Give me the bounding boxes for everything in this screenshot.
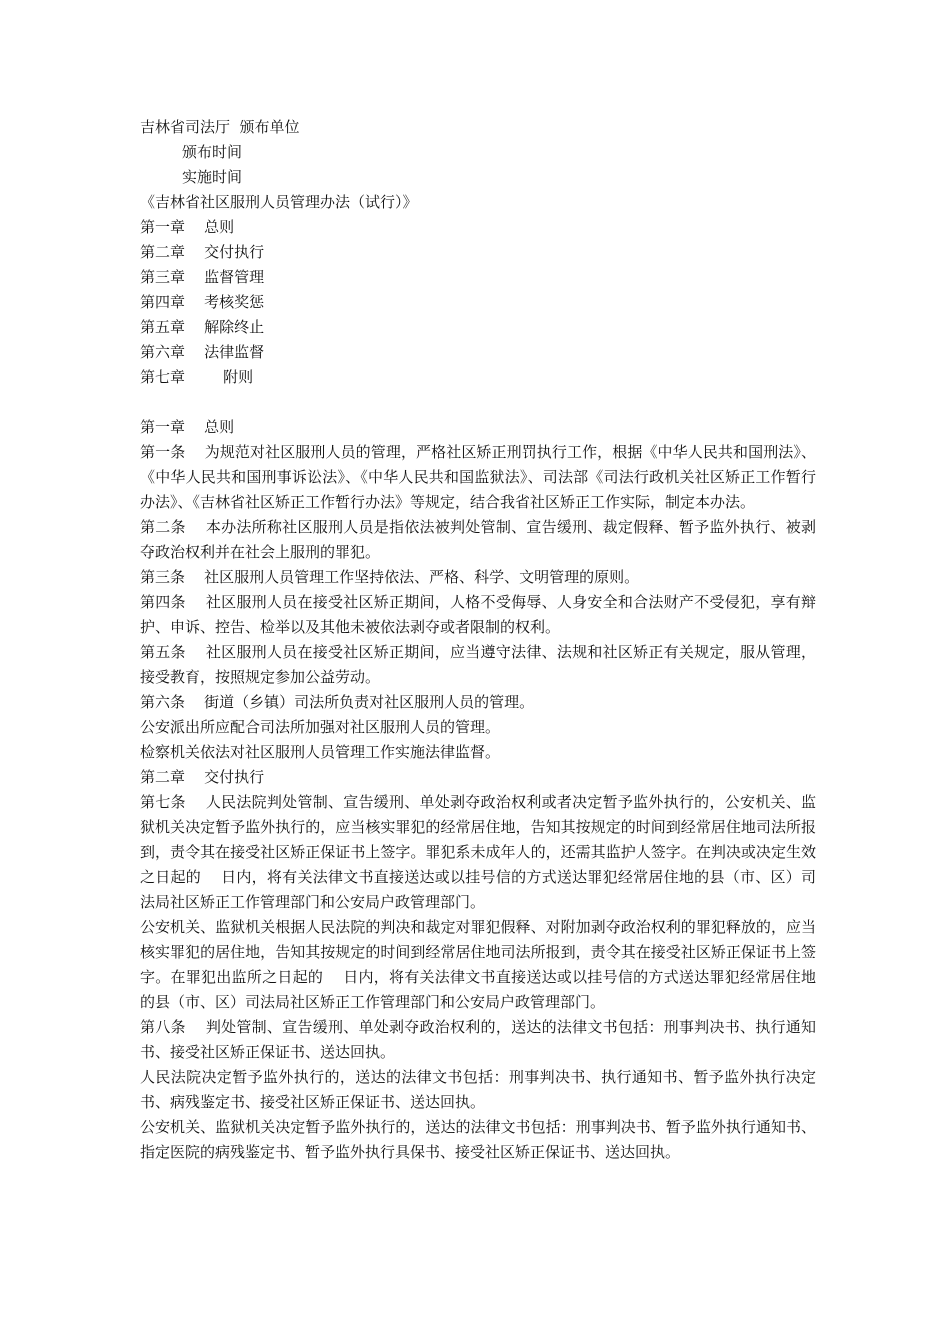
toc-item: 第五章 解除终止 (140, 318, 265, 336)
effective-date-label: 实施时间 (182, 168, 243, 186)
article-paragraph: 人民法院决定暂予监外执行的，送达的法律文书包括：刑事判决书、执行通知书、暂予监外执行决定书、病残鉴定书、接受社区矫正保证书、送达回执。 (140, 1068, 816, 1111)
article-paragraph: 第二条 本办法所称社区服刑人员是指依法被判处管制、宣告缓刑、裁定假释、暂予监外执行、被剥夺政治权利并在社会上服刑的罪犯。 (140, 518, 816, 561)
toc-item: 第二章 交付执行 (140, 243, 265, 261)
spacer (140, 390, 816, 415)
toc-item: 第七章 附则 (140, 368, 254, 386)
article-paragraph: 第一条 为规范对社区服刑人员的管理，严格社区矫正刑罚执行工作，根据《中华人民共和国刑法》、《中华人民共和国刑事诉讼法》、《中华人民共和国监狱法》、司法部《司法行政机关社区矫正工作暂行办法》、《吉林省社区矫正工作暂行办法》等规定，结合我省社区矫正工作实际，制定本办法。 (140, 443, 816, 511)
toc-item: 第六章 法律监督 (140, 343, 265, 361)
article-paragraph: 第四条 社区服刑人员在接受社区矫正期间，人格不受侮辱、人身安全和合法财产不受侵犯，享有辩护、申诉、控告、检举以及其他未被依法剥夺或者限制的权利。 (140, 593, 816, 636)
table-of-contents (140, 215, 816, 390)
article-paragraph: 第三条 社区服刑人员管理工作坚持依法、严格、科学、文明管理的原则。 (140, 568, 640, 586)
issuer-line: 吉林省司法厅 颁布单位 (140, 118, 300, 136)
issue-date-label: 颁布时间 (182, 143, 243, 161)
chapter-heading: 第一章 总则 (140, 418, 235, 436)
article-paragraph: 第六条 街道（乡镇）司法所负责对社区服刑人员的管理。 (140, 693, 535, 711)
document-title: 《吉林省社区服刑人员管理办法（试行）》 (140, 193, 418, 211)
article-paragraph: 第八条 判处管制、宣告缓刑、单处剥夺政治权利的，送达的法律文书包括：刑事判决书、执行通知书、接受社区矫正保证书、送达回执。 (140, 1018, 816, 1061)
toc-item: 第一章 总则 (140, 218, 235, 236)
toc-item: 第三章 监督管理 (140, 268, 265, 286)
article-paragraph: 公安派出所应配合司法所加强对社区服刑人员的管理。 (140, 718, 501, 736)
article-paragraph: 公安机关、监狱机关根据人民法院的判决和裁定对罪犯假释、对附加剥夺政治权利的罪犯释放的，应当核实罪犯的居住地，告知其按规定的时间到经常居住地司法所报到，责令其在接受社区矫正保证书上签字。在罪犯出监所之日起的 日内，将有关法律文书直接送达或以挂号信的方式送达罪犯经常居住地的县（市、区）司法局社区矫正工作管理部门和公安局户政管理部门。 (140, 918, 816, 1011)
article-paragraph: 第七条 人民法院判处管制、宣告缓刑、单处剥夺政治权利或者决定暂予监外执行的，公安机关、监狱机关决定暂予监外执行的，应当核实罪犯的经常居住地，告知其按规定的时间到经常居住地司法所报到，责令其在接受社区矫正保证书上签字。罪犯系未成年人的，还需其监护人签字。在判决或决定生效之日起的 日内，将有关法律文书直接送达或以挂号信的方式送达罪犯经常居住地的县（市、区）司法局社区矫正工作管理部门和公安局户政管理部门。 (140, 793, 816, 911)
chapter-heading: 第二章 交付执行 (140, 768, 265, 786)
toc-item: 第四章 考核奖惩 (140, 293, 265, 311)
article-paragraph: 第五条 社区服刑人员在接受社区矫正期间，应当遵守法律、法规和社区矫正有关规定，服从管理，接受教育，按照规定参加公益劳动。 (140, 643, 816, 686)
article-paragraph: 公安机关、监狱机关决定暂予监外执行的，送达的法律文书包括：刑事判决书、暂予监外执行通知书、指定医院的病残鉴定书、暂予监外执行具保书、接受社区矫正保证书、送达回执。 (140, 1118, 816, 1161)
article-paragraph: 检察机关依法对社区服刑人员管理工作实施法律监督。 (140, 743, 501, 761)
document-body (140, 415, 816, 1165)
document-page (140, 115, 816, 1165)
